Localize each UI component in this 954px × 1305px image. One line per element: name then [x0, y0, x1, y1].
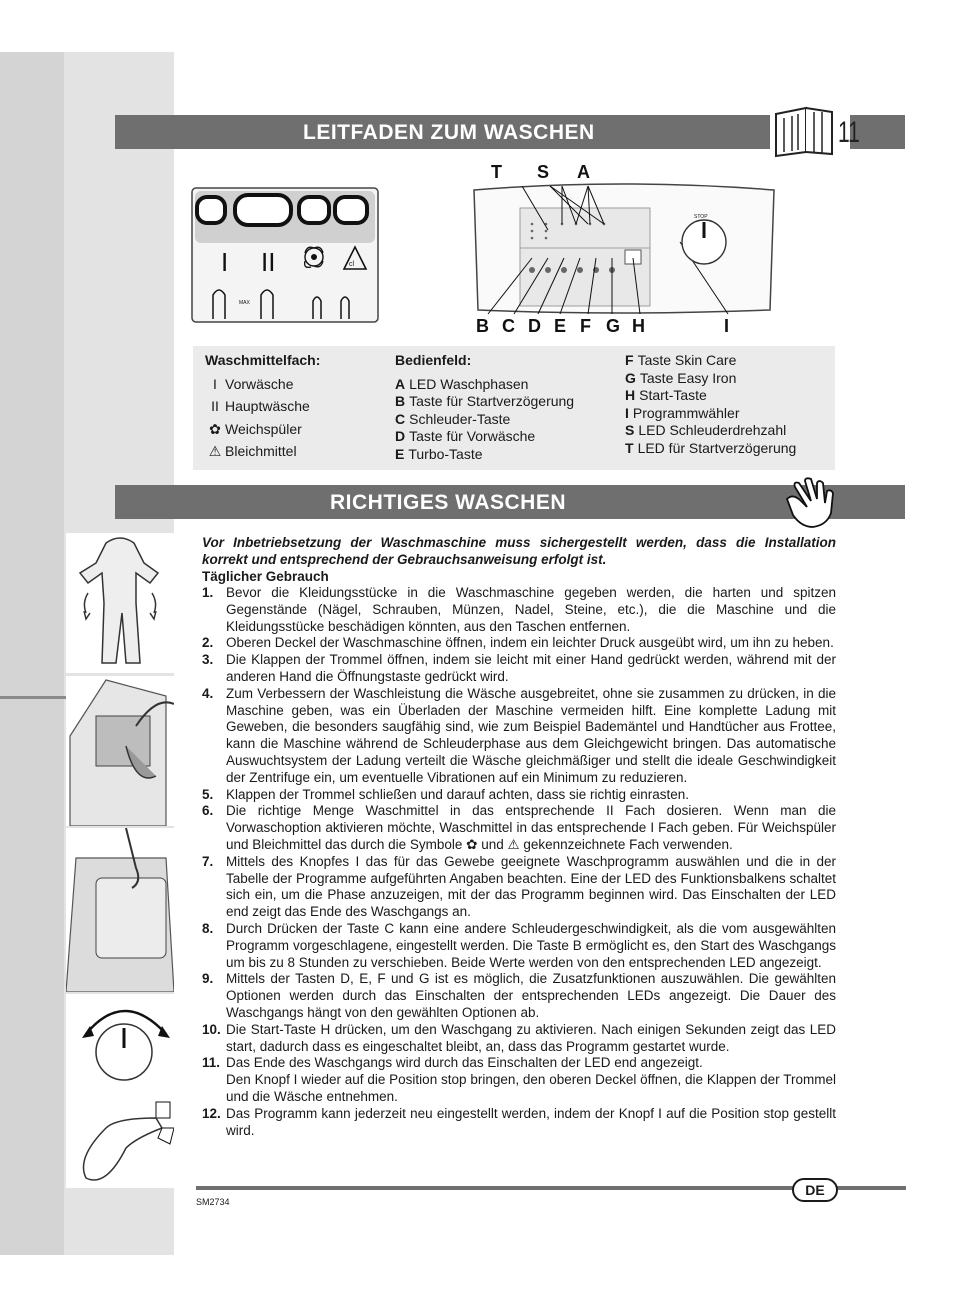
legend-item: Vorwäsche — [225, 375, 294, 392]
flower-icon: ✿ — [209, 420, 221, 437]
legend-item: Schleuder-Taste — [409, 410, 511, 427]
section-title-washing: RICHTIGES WASCHEN — [330, 491, 567, 514]
legend-controls: Bedienfeld: A LED Waschphasen B Taste für Startverzögerung C Schleuder-Taste D Taste für Vorwäsche E Turbo-Taste — [395, 352, 575, 462]
list-item: 10. Die Start-Taste H drücken, um den Waschgang zu aktivieren. Nach einigen Sekunden zeigt das LED start, dadurch dass es eingeschaltet bleibt, an, dass das Programm gestartet wurde. — [202, 1021, 836, 1054]
max-label: MAX — [239, 300, 250, 306]
label-I: I — [724, 316, 730, 336]
list-item: 12. Das Programm kann jederzeit neu eingestellt werden, indem der Knopf I auf die Position stop gestellt wird. — [202, 1105, 836, 1138]
steps-list — [202, 585, 836, 1139]
hand-icon — [783, 477, 837, 529]
label-C: C — [502, 316, 515, 336]
legend-dispenser-heading: Waschmittelfach: — [205, 352, 321, 368]
legend-controls-heading: Bedienfeld: — [395, 352, 472, 368]
drum-open-illustration — [66, 828, 174, 992]
language-badge: DE — [792, 1178, 838, 1202]
legend-item: Taste für Startverzögerung — [409, 393, 575, 409]
list-item: 5. Klappen der Trommel schließen und darauf achten, dass sie richtig einrasten. — [202, 786, 690, 802]
dial-stop-label: STOP — [694, 214, 708, 220]
prewash-icon: I — [213, 375, 217, 392]
mainwash-icon: II — [211, 398, 219, 414]
list-item: 3. Die Klappen der Trommel öffnen, indem sie leicht mit einer Hand gedrückt werden, während mit der anderen Hand die Öffnungstaste gedrückt wird. — [202, 652, 836, 684]
label-G: G — [606, 316, 621, 336]
label-E: E — [554, 316, 567, 336]
legend-item: Turbo-Taste — [408, 445, 483, 462]
dial-turn-illustration — [66, 994, 174, 1088]
label-S: S — [537, 162, 550, 182]
label-H: H — [632, 316, 645, 336]
start-button-illustration — [66, 1088, 174, 1188]
list-item: 7. Mittels des Knopfes I das für das Gewebe geeignete Waschprogramm auswählen und die in der Tabelle der Programme aufgeführten Angaben beachten. Eine der LED des Funktionsbalkens schaltet sich ein, um die Phase anzuzeigen, mit der das Programm beginnen wird. Das Einschalten der LED end zeigt das Ende des Waschgangs an. — [202, 853, 836, 920]
legend-dispenser — [205, 352, 320, 461]
list-item: 8. Durch Drücken der Taste C kann eine andere Schleudergeschwindigkeit, als die vom ausgewählten Programm vorgeschlagene, eingestellt werden. Die Taste B ermöglicht es, den Start des Waschgangs um bis zu 8 Stunden zu verschieben. Beide Werte werden von den entsprechenden LED angezeigt. — [202, 920, 836, 970]
intro-paragraph: Vor Inbetriebsetzung der Waschmaschine muss sichergestellt werden, dass die Installation korrekt und entsprechend der Gebrauchsanweisung erfolgt ist. — [202, 535, 836, 567]
daily-use-heading: Täglicher Gebrauch — [202, 569, 329, 584]
list-item: 2. Oberen Deckel der Waschmaschine öffnen, indem ein leichter Druck ausgeübt wird, um ihn zu heben. — [202, 635, 834, 651]
legend-box — [193, 346, 835, 470]
page-number: 11 — [838, 116, 860, 149]
legend-item: Hauptwäsche — [225, 398, 310, 414]
legend-item: LED Waschphasen — [409, 375, 529, 392]
label-F: F — [580, 316, 591, 336]
list-item: 6. Die richtige Menge Waschmittel in das entsprechende II Fach dosieren. Wenn man die Vorwaschoption aktivieren möchte, Waschmittel in das entsprechende I Fach geben. Für Weichspüler und Bleichmittel das durch die Symbole ✿ und ⚠ gekennzeichnete Fach verwenden. — [202, 803, 836, 852]
bleach-icon: ⚠ — [208, 443, 222, 459]
label-A: A — [577, 162, 590, 182]
legend-item: Weichspüler — [225, 420, 302, 437]
dispenser-symbol-1: I — [221, 247, 229, 277]
label-B: B — [476, 316, 489, 336]
list-item: 11. Das Ende des Waschgangs wird durch das Einschalten der LED end angezeigt. — [202, 1055, 703, 1071]
legend-item: Taste Easy Iron — [639, 369, 737, 386]
legend-item: Taste Skin Care — [637, 352, 737, 368]
section-title-guide: LEITFADEN ZUM WASCHEN — [303, 121, 595, 144]
label-T: T — [491, 162, 502, 182]
control-panel-figure — [470, 160, 780, 336]
open-lid-illustration — [66, 676, 174, 826]
legend-item: Bleichmittel — [225, 443, 297, 459]
legend-item: LED Schleuderdrehzahl — [638, 422, 787, 438]
legend-item: LED für Startverzögerung — [637, 439, 797, 456]
dispenser-symbol-2: II — [261, 247, 276, 277]
list-item: 4. Zum Verbessern der Waschleistung die Wäsche ausgebreitet, ohne sie zusammen zu drücken, in die Maschine geben, was ein Überladen der Maschine vermeiden hilft. Eine komplette Ladung mit Geweben, die besonders saugfähig sind, wie zum Beispiel Bademäntel und Handtücher aus Frottee, kann die Maschine während de Schleuderphase aus dem Gleichgewicht bringen. Das automatische Auswuchtsystem der Ladung verteilt die Wäsche gleichmäßiger und stellt die ideale Geschwindigkeit der Zentrifuge ein, um eventuelle Vibrationen auf ein Minimum zu reduzieren. — [202, 685, 836, 785]
label-D: D — [528, 316, 541, 336]
legend-item: Programmwähler — [632, 404, 740, 421]
detergent-dispenser-figure — [191, 187, 379, 323]
left-margin-inner — [0, 52, 64, 1255]
clothes-pockets-illustration — [66, 533, 174, 673]
list-item: 9. Mittels der Tasten D, E, F und G ist es möglich, die Zusatzfunktionen auszuwählen. Die gewählten Optionen werden durch das Einschalten der entsprechenden LEDs angezeigt. Die Dauer des Waschgangs hängt von den gewählten Optionen ab. — [202, 971, 836, 1020]
legend-controls-cont: F Taste Skin Care G Taste Easy Iron H Start-Taste I Programmwähler S LED Schleuderdrehzahl T LED für Startverzögerung — [625, 352, 797, 456]
list-item: Den Knopf I wieder auf die Position stop bringen, den oberen Deckel öffnen, die Klappen der Trommel und die Wäsche entnehmen. — [226, 1072, 836, 1104]
document-code: SM2734 — [196, 1197, 230, 1207]
legend-item: Taste für Vorwäsche — [409, 428, 536, 444]
svg-text:cl: cl — [349, 261, 355, 268]
list-item: 1. Bevor die Kleidungsstücke in die Waschmaschine gegeben werden, die harten und spitzen Gegenstände (Nägel, Schrauben, Münzen, Nadel, Steine, etc.), die die Maschine und die Kleidungsstücke beschädigen könnten, aus den Taschen entfernen. — [202, 585, 836, 634]
legend-item: Start-Taste — [639, 387, 707, 403]
